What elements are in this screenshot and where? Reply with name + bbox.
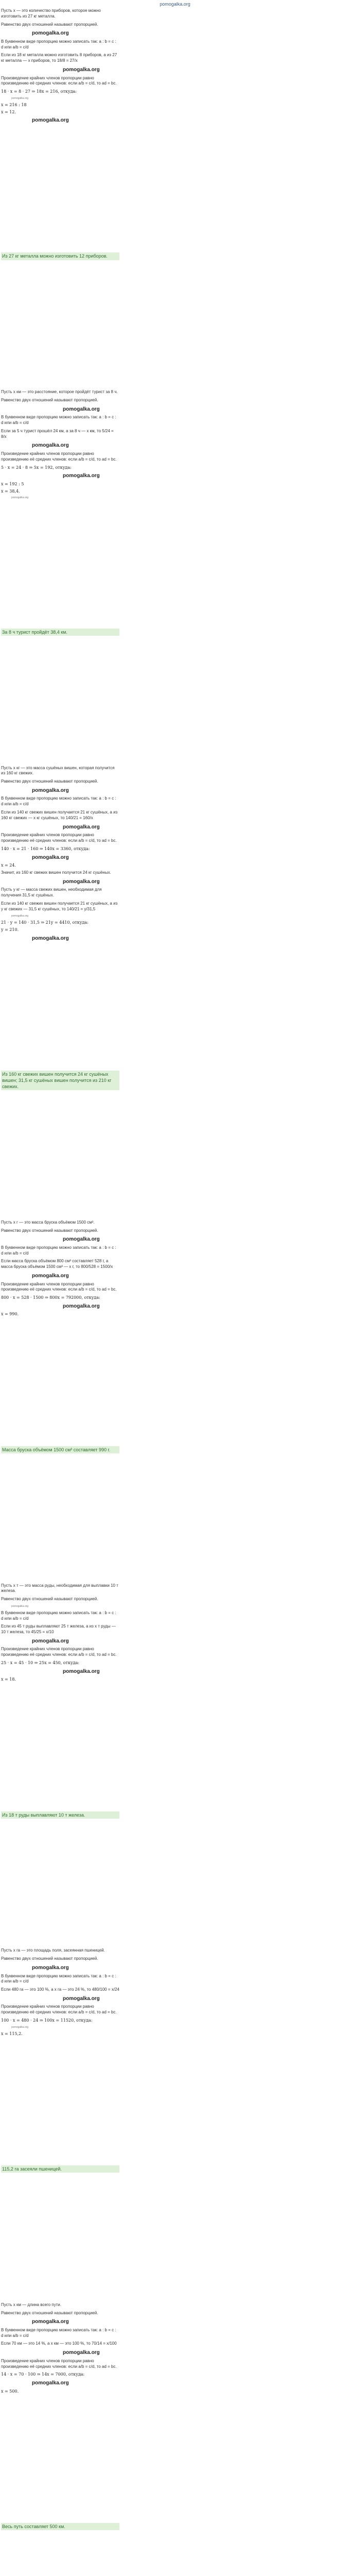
solution-step: 140 · x = 21 · 160 ⇒ 140x = 3360, откуда: (1, 846, 90, 851)
answer-highlight: За 8 ч турист пройдёт 38,4 км. (1, 629, 119, 636)
solution-text: Произведение крайних членов пропорции равно произведению её средних членов: если a/b = c/d, то ad = bc. (1, 2004, 117, 2015)
solution-step: y = 210. (1, 927, 19, 932)
solution-step: x = 24. (1, 863, 16, 868)
watermark-text: pomogalka.org (63, 473, 100, 479)
solution-text: Произведение крайних членов пропорции равно произведению её средних членов: если a/b = c/d, то ad = bc. (1, 2358, 117, 2369)
solution-text: Произведение крайних членов пропорции равно произведению её средних членов: если a/b = c/d, то ad = bc. (1, 833, 117, 843)
watermark-text: pomogalka.org (32, 2380, 69, 2386)
watermark-text: pomogalka.org (32, 787, 69, 793)
solution-text: Пусть x — это количество приборов, которое можно изготовить из 27 кг металла. (1, 8, 101, 19)
solution-text: Равенство двух отношений называют пропорцией. (1, 1228, 98, 1233)
solution-text: В буквенном виде пропорцию можно записать так: a : b = c : d или a/b = c/d (1, 415, 116, 426)
watermark-text: pomogalka.org (11, 914, 29, 918)
watermark-text: pomogalka.org (11, 1605, 29, 1608)
solution-text: Произведение крайних членов пропорции равно произведению её средних членов: если a/b = c/d, то ad = bc. (1, 451, 117, 462)
solution-text: Равенство двух отношений называют пропорцией. (1, 2310, 98, 2315)
solution-step: x = 115,2. (1, 2031, 23, 2036)
watermark-text: pomogalka.org (11, 496, 29, 500)
solution-text: Значит, из 160 кг свежих вишен получится 24 кг сушёных. (1, 870, 111, 875)
answer-highlight: Весь путь составляет 500 км. (1, 2523, 119, 2530)
solution-text: Если из 18 кг металла можно изготовить 8 приборов, а из 27 кг металла — x приборов, то 18/8 = 27/x (1, 53, 117, 63)
solution-step: x = 500. (1, 2388, 19, 2394)
answer-highlight: Из 18 т руды выплавляют 10 т железа. (1, 1811, 119, 1819)
solution-step: 5 · x = 24 · 8 ⇒ 5x = 192, откуда: (1, 465, 72, 470)
solution-text: Пусть y кг — масса свежих вишен, необходимая для получения 31,5 кг сушёных. (1, 887, 102, 897)
solution-block (1, 8, 119, 124)
solution-block (1, 1948, 119, 2037)
watermark-text: pomogalka.org (32, 935, 69, 941)
solution-text: В буквенном виде пропорцию можно записать так: a : b = c : d или a/b = c/d (1, 1245, 116, 1256)
solution-text: Пусть x кг — это масса сушёных вишен, которая получится из 160 кг свежих. (1, 765, 115, 776)
watermark-text: pomogalka.org (63, 1236, 100, 1243)
solution-text: Пусть x км — это расстояние, которое пройдёт турист за 8 ч. (1, 389, 118, 395)
solution-step: 100 · x = 480 · 24 ⇒ 100x = 11520, откуда: (1, 2018, 93, 2023)
solution-text: Равенство двух отношений называют пропорцией. (1, 779, 98, 784)
answer-highlight: Из 160 кг свежих вишен получится 24 кг сушёных вишен; 31,5 кг сушёных вишен получится из 210 кг свежих. (1, 1071, 119, 1090)
solution-step: x = 192 : 5 (1, 481, 24, 486)
solution-text: Произведение крайних членов пропорции равно произведению её средних членов: если a/b = c/d, то ad = bc. (1, 75, 117, 86)
solution-text: Пусть x г — это масса бруска объёмом 1500 см³. (1, 1219, 95, 1225)
watermark-text: pomogalka.org (32, 1965, 69, 1971)
solution-block (1, 389, 119, 500)
solution-text: Если 70 км — это 14 %, а x км — это 100 %, то 70/14 = x/100 (1, 2341, 117, 2346)
solution-text: В буквенном виде пропорцию можно записать так: a : b = c : d или a/b = c/d (1, 39, 116, 49)
solution-text: В буквенном виде пропорцию можно записать так: a : b = c : d или a/b = c/d (1, 1610, 116, 1621)
solution-block (1, 766, 119, 942)
watermark-text: pomogalka.org (32, 2319, 69, 2325)
watermark-text: pomogalka.org (63, 878, 100, 885)
watermark-text: pomogalka.org (63, 2350, 100, 2356)
answer-highlight: Из 27 кг металла можно изготовить 12 приборов. (1, 252, 119, 260)
solution-text: Если за 5 ч турист прошёл 24 км, а за 8 ч — x км, то 5/24 = 8/x (1, 428, 114, 439)
watermark-text: pomogalka.org (32, 443, 69, 449)
solution-text: Если из 45 т руды выплавляют 25 т железа, а из x т руды — 10 т железа, то 45/25 = x/10 (1, 1624, 116, 1635)
solution-text: Равенство двух отношений называют пропорцией. (1, 397, 98, 402)
solution-text: Равенство двух отношений называют пропорцией. (1, 22, 98, 27)
solution-text: Произведение крайних членов пропорции равно произведению её средних членов: если a/b = c/d, то ad = bc. (1, 1647, 117, 1657)
watermark-text: pomogalka.org (11, 2025, 29, 2029)
solution-text: Пусть x га — это площадь поля, засеянная пшеницей. (1, 1948, 105, 1953)
site-title[interactable]: pomogalka.org (160, 2, 190, 7)
watermark-text: pomogalka.org (63, 1303, 100, 1309)
solution-step: 25 · x = 45 · 10 ⇒ 25x = 450, откуда: (1, 1660, 80, 1666)
solution-text: Равенство двух отношений называют пропорцией. (1, 1597, 98, 1602)
solution-text: Пусть x т — это масса руды, необходимая для выплавки 10 т железа. (1, 1583, 118, 1594)
solution-step: x = 12. (1, 109, 16, 114)
watermark-text: pomogalka.org (32, 117, 69, 124)
watermark-text: pomogalka.org (63, 1995, 100, 2002)
solution-step: x = 18. (1, 1677, 16, 1682)
solution-text: Равенство двух отношений называют пропорцией. (1, 1956, 98, 1961)
watermark-text: pomogalka.org (32, 1273, 69, 1279)
solution-text: В буквенном виде пропорцию можно записать так: a : b = c : d или a/b = c/d (1, 2327, 116, 2338)
watermark-text: pomogalka.org (63, 67, 100, 73)
watermark-text: pomogalka.org (63, 1668, 100, 1674)
solution-text: Если масса бруска объёмом 800 см³ составляет 528 г, а масса бруска объёмом 1500 см³ — x г, то 800/528 = 1500/x (1, 1259, 113, 1269)
solution-text: В буквенном виде пропорцию можно записать так: a : b = c : d или a/b = c/d (1, 796, 116, 807)
solution-text: Если из 140 кг свежих вишен получается 21 кг сушёных, а из y кг свежих — 31,5 кг сушёных, то 140/21 = y/31,5 (1, 901, 118, 911)
answer-highlight: 115,2 га засеяли пшеницей. (1, 2165, 119, 2173)
solution-step: 18 · x = 8 · 27 ⇒ 18x = 216, откуда: (1, 89, 77, 94)
solution-step: 800 · x = 528 · 1500 ⇒ 800x = 792000, откуда: (1, 1295, 100, 1300)
watermark-text: pomogalka.org (32, 30, 69, 37)
solution-text: Если из 140 кг свежих вишен получается 21 кг сушёных, а из 160 кг свежих — x кг сушёных, то 140/21 = 160/x (1, 810, 118, 820)
solution-block (1, 2302, 119, 2395)
solutions-list (1, 8, 119, 2576)
watermark-text: pomogalka.org (63, 406, 100, 412)
watermark-text: pomogalka.org (32, 1638, 69, 1644)
watermark-text: pomogalka.org (11, 96, 29, 100)
solution-text: В буквенном виде пропорцию можно записать так: a : b = c : d или a/b = c/d (1, 1973, 116, 1984)
answer-highlight: Масса бруска объёмом 1500 см³ составляет 990 г. (1, 1446, 119, 1453)
solution-text: Произведение крайних членов пропорции равно произведению её средних членов: если a/b = c/d, то ad = bc. (1, 1281, 117, 1292)
watermark-text: pomogalka.org (63, 824, 100, 830)
solution-block (1, 1220, 119, 1317)
solution-step: x = 990. (1, 1312, 19, 1317)
solution-block (1, 1583, 119, 1683)
solution-step: x = 216 : 18 (1, 102, 27, 107)
solution-step: 14 · x = 70 · 100 ⇒ 14x = 7000, откуда: (1, 2372, 85, 2377)
solution-text: Если 480 га — это 100 %, а x га — это 24 %, то 480/100 = x/24 (1, 1987, 119, 1992)
solution-text: Пусть x км — длина всего пути. (1, 2302, 61, 2307)
watermark-text: pomogalka.org (32, 854, 69, 860)
solution-step: x = 38,4. (1, 488, 20, 494)
solution-step: 21 · y = 140 · 31,5 ⇒ 21y = 4410, откуда: (1, 920, 89, 925)
